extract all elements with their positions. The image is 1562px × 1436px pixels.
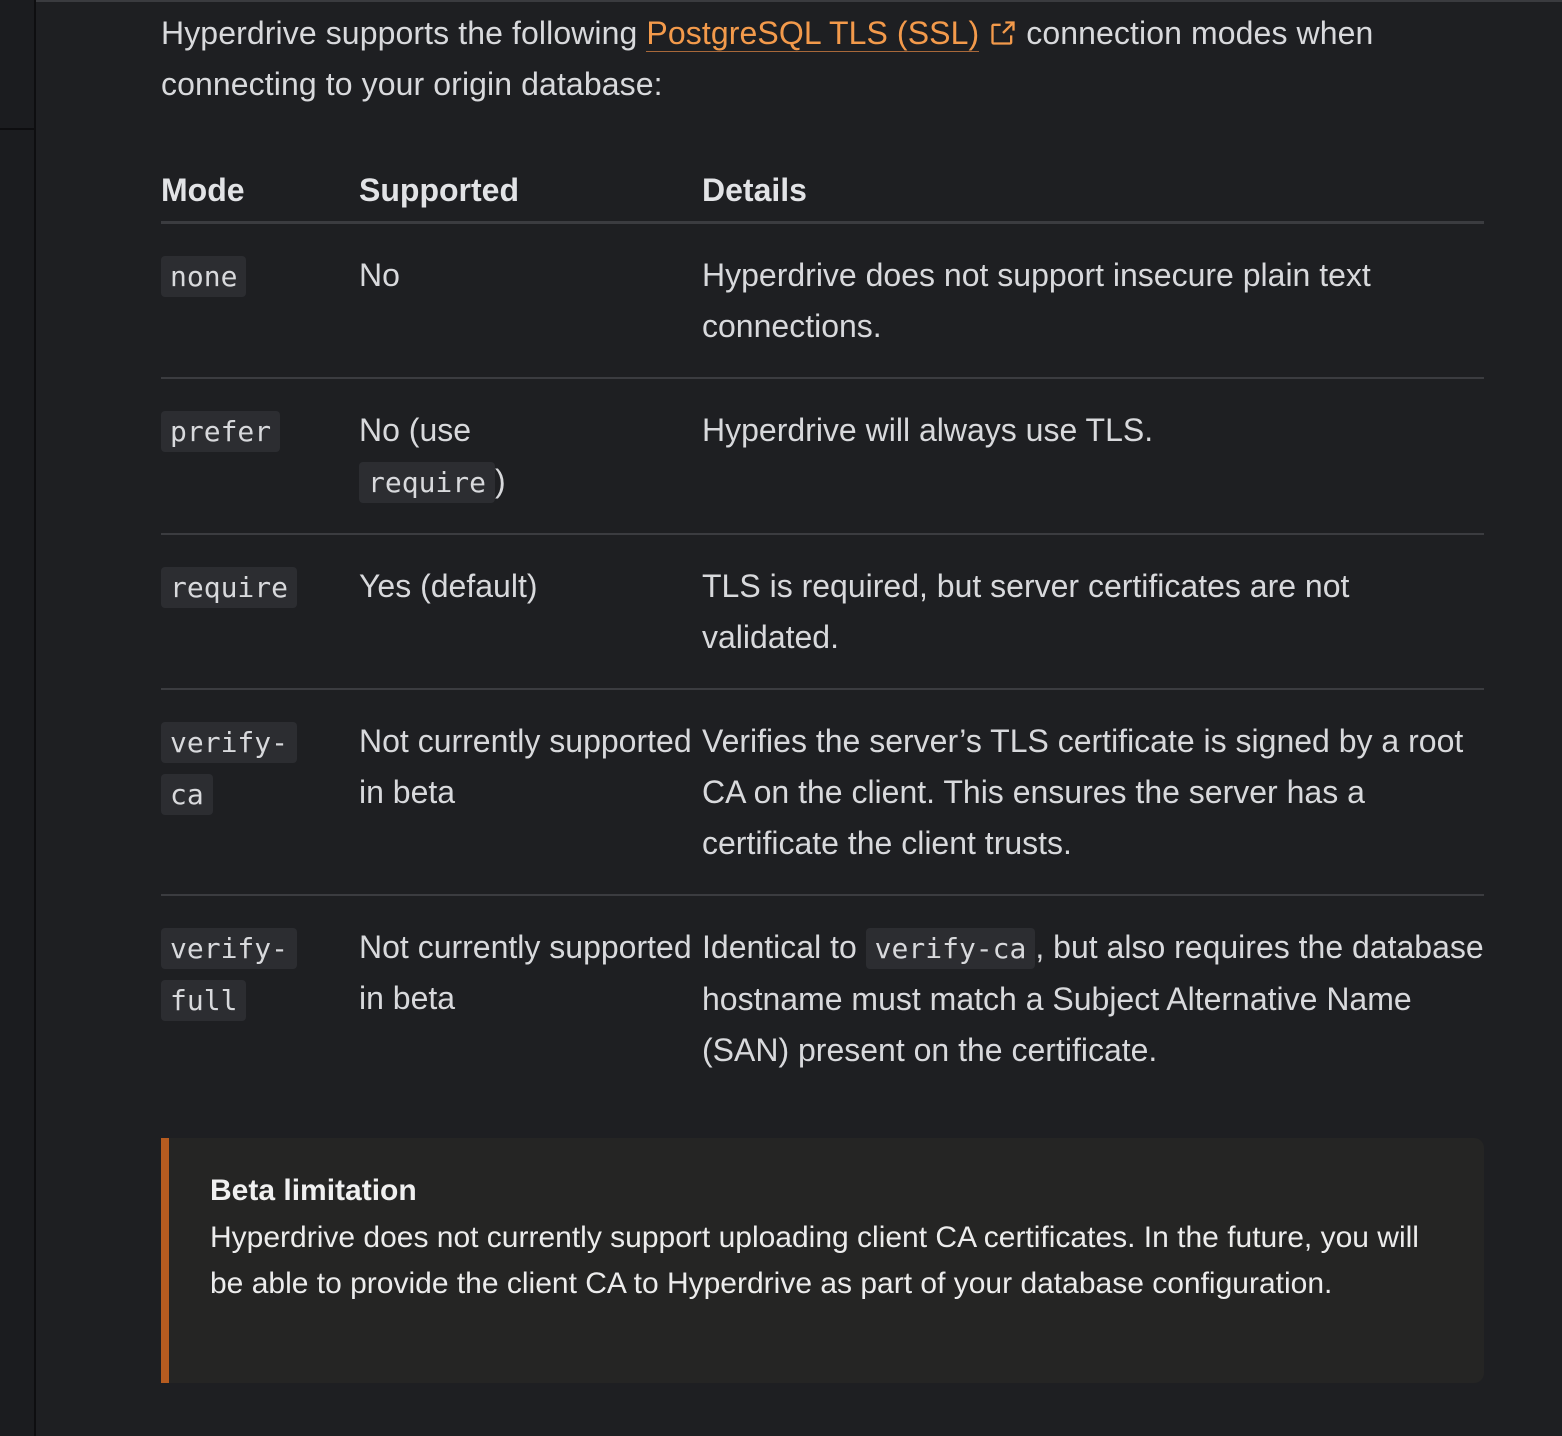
mode-code: require xyxy=(161,567,297,608)
table-row xyxy=(161,895,1484,1101)
details-prefix: Identical to xyxy=(702,929,866,965)
supported-cell: No xyxy=(359,223,702,379)
supported-suffix: ) xyxy=(495,463,506,499)
supported-cell: Not currently supported in beta xyxy=(359,689,702,895)
postgresql-tls-link-text[interactable]: PostgreSQL TLS (SSL) xyxy=(646,15,980,51)
intro-prefix: Hyperdrive supports the following xyxy=(161,15,647,51)
callout-body: Hyperdrive does not currently support uploading client CA certificates. In the future, you will be able to provide the client CA to Hyperdrive as part of your database configuration. xyxy=(210,1221,1419,1300)
supported-cell: Yes (default) xyxy=(359,534,702,689)
mode-code: verify-ca xyxy=(161,722,297,815)
details-cell: Hyperdrive will always use TLS. xyxy=(702,378,1484,534)
callout-title: Beta limitation xyxy=(210,1174,417,1207)
table-header-row xyxy=(161,163,1484,223)
inline-code: verify-ca xyxy=(866,928,1036,969)
mode-code: verify-full xyxy=(161,928,297,1021)
header-mode: Mode xyxy=(161,163,359,223)
tls-modes-table xyxy=(161,163,1484,1101)
top-divider xyxy=(36,0,1562,2)
mode-cell xyxy=(161,378,359,534)
supported-text: No (use xyxy=(359,412,472,448)
doc-content xyxy=(161,8,1484,1300)
rail-divider xyxy=(0,128,34,130)
mode-code: none xyxy=(161,256,246,297)
beta-limitation-callout xyxy=(161,1138,1484,1383)
supported-cell xyxy=(359,378,702,534)
details-suffix: , but also requires the database hostname must match a Subject Alternative Name (SAN) present on the certificate. xyxy=(702,929,1484,1068)
table-row xyxy=(161,534,1484,689)
mode-cell xyxy=(161,895,359,1101)
postgresql-tls-link[interactable] xyxy=(646,15,979,52)
mode-cell xyxy=(161,223,359,379)
header-supported: Supported xyxy=(359,163,702,223)
table-row xyxy=(161,378,1484,534)
intro-suffix: connection modes when connecting to your origin database: xyxy=(161,15,1374,102)
inline-code: require xyxy=(359,462,495,503)
details-cell xyxy=(702,895,1484,1101)
intro-paragraph xyxy=(161,8,1484,110)
table-row xyxy=(161,689,1484,895)
table-row xyxy=(161,223,1484,379)
header-details: Details xyxy=(702,163,1484,223)
details-cell: TLS is required, but server certificates are not validated. xyxy=(702,534,1484,689)
left-sidebar-rail xyxy=(0,0,36,1436)
supported-cell: Not currently supported in beta xyxy=(359,929,692,1016)
external-link-icon[interactable] xyxy=(989,19,1017,47)
details-cell: Hyperdrive does not support insecure plain text connections. xyxy=(702,223,1484,379)
mode-cell xyxy=(161,689,359,895)
mode-cell xyxy=(161,534,359,689)
details-cell: Verifies the server’s TLS certificate is signed by a root CA on the client. This ensures the server has a certificate the client trusts. xyxy=(702,689,1484,895)
mode-code: prefer xyxy=(161,411,280,452)
